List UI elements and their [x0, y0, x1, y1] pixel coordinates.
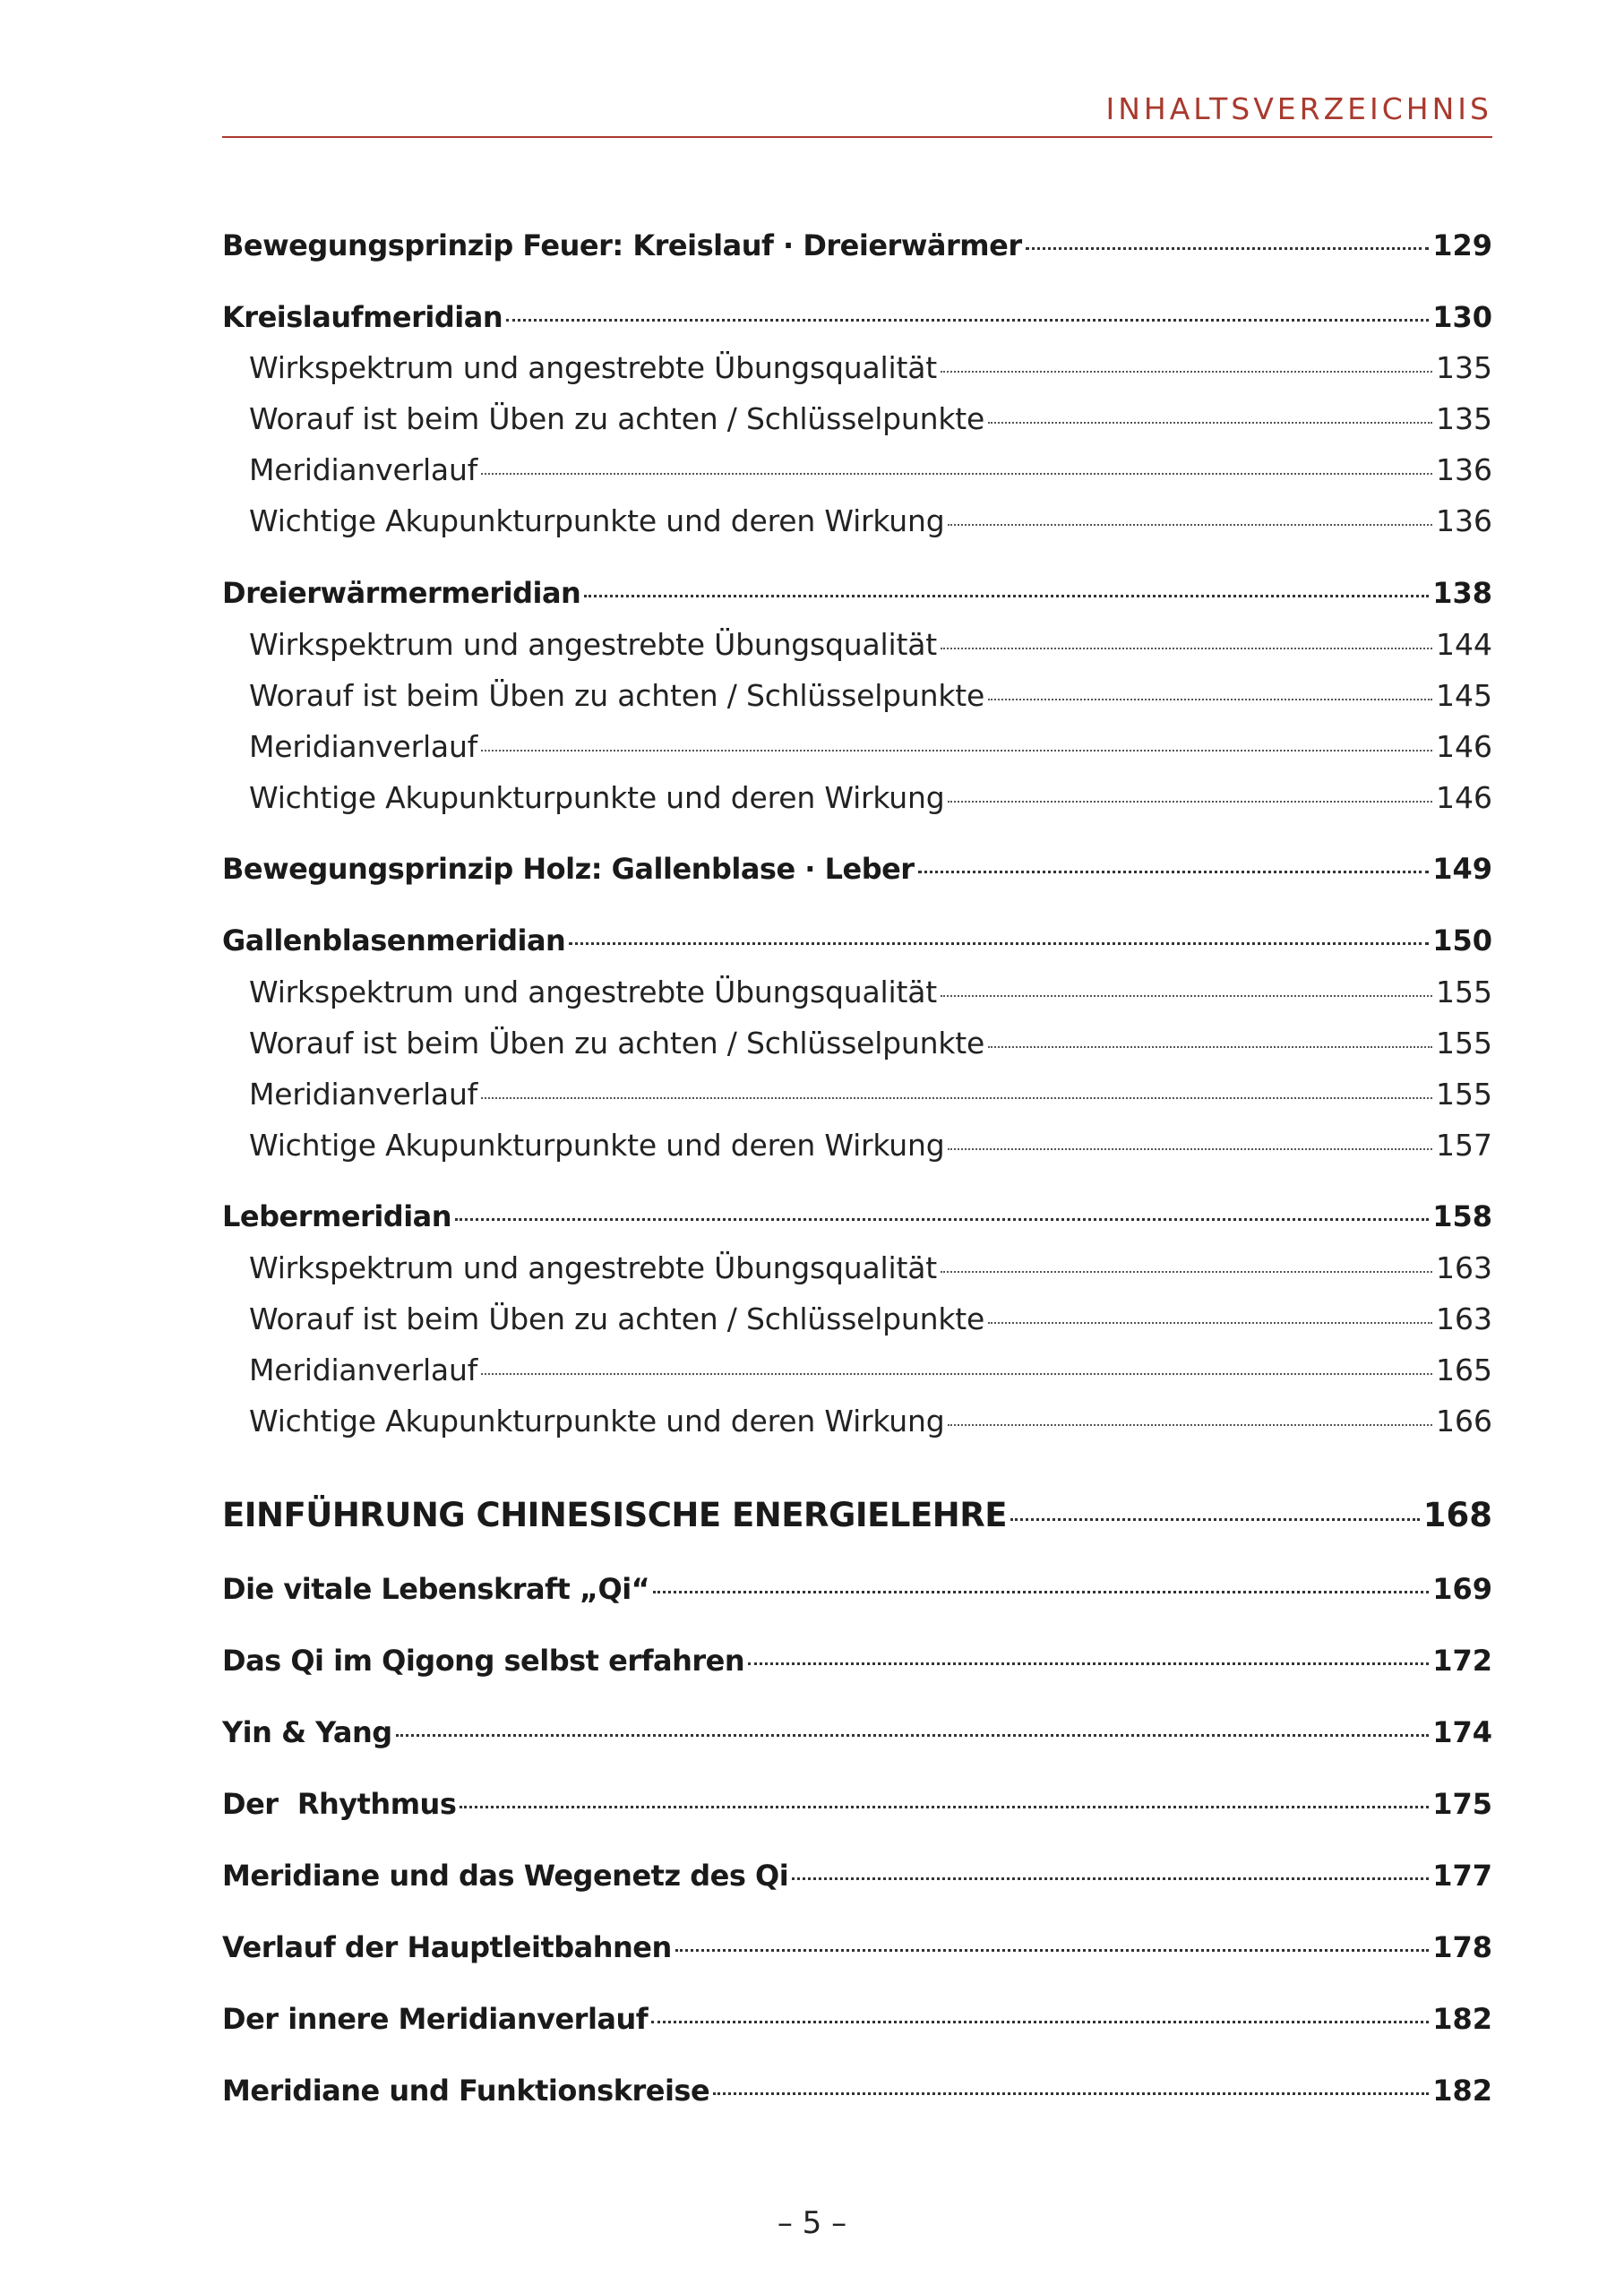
toc-entry-page: 129 [1432, 228, 1492, 262]
dot-leader [675, 1949, 1429, 1952]
running-header-title: INHALTSVERZEICHNIS [1105, 91, 1492, 126]
toc-entry[interactable] [222, 852, 1492, 895]
toc-subentry[interactable] [222, 350, 1492, 393]
toc-subentry-page: 146 [1436, 780, 1492, 815]
toc-subentry-page: 135 [1436, 350, 1492, 385]
dot-leader [481, 1373, 1432, 1375]
toc-entry-title: Bewegungsprinzip Holz: Gallenblase · Leber [222, 852, 915, 886]
dot-leader [481, 750, 1432, 751]
toc-subentry-title: Wichtige Akupunkturpunkte und deren Wirkung [249, 1128, 945, 1163]
toc-entry-title: Verlauf der Hauptleitbahnen [222, 1930, 672, 1964]
toc-subentry-page: 136 [1436, 452, 1492, 487]
toc-subentry[interactable] [222, 1128, 1492, 1171]
toc-subentry[interactable] [222, 678, 1492, 721]
toc-subentry-title: Meridianverlauf [249, 729, 478, 764]
toc-entry-page: 150 [1432, 923, 1492, 958]
toc-subentry-title: Meridianverlauf [249, 452, 478, 487]
dot-leader [988, 699, 1432, 700]
toc-entry-page: 177 [1432, 1859, 1492, 1893]
toc-subentry-title: Meridianverlauf [249, 1077, 478, 1112]
toc-subentry-title: Wirkspektrum und angestrebte Übungsqualität [249, 627, 937, 662]
toc-subentry[interactable] [222, 1026, 1492, 1069]
toc-entry-page: 138 [1432, 576, 1492, 610]
toc-entry-title: Lebermeridian [222, 1199, 452, 1233]
toc-entry-page: 174 [1432, 1715, 1492, 1749]
dot-leader [460, 1806, 1429, 1808]
dot-leader [988, 1046, 1432, 1048]
toc-entry-title: Bewegungsprinzip Feuer: Kreislauf · Dreierwärmer [222, 228, 1022, 262]
toc-subentry-title: Worauf ist beim Üben zu achten / Schlüsselpunkte [249, 1301, 985, 1336]
toc-entry-page: 149 [1432, 852, 1492, 886]
dot-leader [481, 1097, 1432, 1099]
dot-leader [941, 648, 1432, 649]
toc-entry[interactable] [222, 1930, 1492, 1973]
dot-leader [918, 871, 1430, 873]
toc-entry-page: 169 [1432, 1572, 1492, 1606]
dot-leader [569, 942, 1429, 945]
toc-subentry[interactable] [222, 401, 1492, 444]
toc-entry-page: 182 [1432, 2074, 1492, 2108]
dot-leader [988, 422, 1432, 424]
toc-entry-page: 182 [1432, 2002, 1492, 2036]
toc-entry-title: Der innere Meridianverlauf [222, 2002, 649, 2036]
toc-section-title: EINFÜHRUNG CHINESISCHE ENERGIELEHRE [222, 1496, 1008, 1534]
toc-entry-title: Meridiane und Funktionskreise [222, 2074, 710, 2108]
toc-subentry-title: Worauf ist beim Üben zu achten / Schlüsselpunkte [249, 401, 985, 436]
running-header [222, 90, 1492, 138]
toc-subentry-title: Wirkspektrum und angestrebte Übungsqualität [249, 975, 937, 1009]
toc-subentry-page: 146 [1436, 729, 1492, 764]
toc-subentry-page: 155 [1436, 1026, 1492, 1061]
toc-entry-title: Das Qi im Qigong selbst erfahren [222, 1644, 745, 1678]
toc-subentry-page: 145 [1436, 678, 1492, 713]
toc-subentry[interactable] [222, 1077, 1492, 1120]
toc-subentry[interactable] [222, 780, 1492, 823]
toc-subentry-title: Meridianverlauf [249, 1353, 478, 1387]
toc-entry[interactable] [222, 923, 1492, 966]
toc-subentry[interactable] [222, 1404, 1492, 1447]
dot-leader [948, 1148, 1432, 1150]
toc-entry-page: 175 [1432, 1787, 1492, 1821]
dot-leader [941, 371, 1432, 373]
toc-section-page: 168 [1422, 1496, 1492, 1534]
toc-entry-title: Die vitale Lebenskraft „Qi“ [222, 1572, 650, 1606]
toc-section[interactable] [222, 1496, 1492, 1539]
dot-leader [1010, 1518, 1420, 1521]
toc-entry[interactable] [222, 576, 1492, 619]
toc-subentry-title: Wirkspektrum und angestrebte Übungsqualität [249, 1250, 937, 1285]
dot-leader [941, 1271, 1432, 1273]
dot-leader [396, 1734, 1430, 1737]
dot-leader [792, 1877, 1429, 1880]
toc-entry[interactable] [222, 1859, 1492, 1902]
dot-leader [1026, 247, 1430, 250]
toc-entry-title: Meridiane und das Wegenetz des Qi [222, 1859, 789, 1893]
toc-subentry-page: 155 [1436, 1077, 1492, 1112]
toc-subentry-page: 163 [1436, 1250, 1492, 1285]
dot-leader [455, 1218, 1429, 1221]
toc-subentry-page: 157 [1436, 1128, 1492, 1163]
toc-entry-page: 130 [1432, 300, 1492, 334]
dot-leader [948, 801, 1432, 803]
toc-entry[interactable] [222, 1715, 1492, 1758]
toc-entry-title: Gallenblasenmeridian [222, 923, 566, 958]
toc-entry-page: 158 [1432, 1199, 1492, 1233]
toc-entry[interactable] [222, 1199, 1492, 1242]
dot-leader [988, 1322, 1432, 1324]
toc-entry-title: Kreislaufmeridian [222, 300, 503, 334]
toc-entry-title: Yin & Yang [222, 1715, 392, 1749]
toc-entry-page: 178 [1432, 1930, 1492, 1964]
page-number: – 5 – [777, 2205, 847, 2241]
dot-leader [948, 524, 1432, 526]
toc-subentry[interactable] [222, 627, 1492, 670]
toc-subentry-title: Worauf ist beim Üben zu achten / Schlüsselpunkte [249, 678, 985, 713]
toc-subentry[interactable] [222, 452, 1492, 495]
dot-leader [506, 319, 1429, 322]
toc-entry-title: Dreierwärmermeridian [222, 576, 581, 610]
toc-subentry-page: 144 [1436, 627, 1492, 662]
dot-leader [651, 2021, 1429, 2023]
dot-leader [948, 1424, 1432, 1426]
dot-leader [748, 1662, 1429, 1665]
toc-subentry-page: 165 [1436, 1353, 1492, 1387]
toc-subentry-title: Worauf ist beim Üben zu achten / Schlüsselpunkte [249, 1026, 985, 1061]
toc-subentry-title: Wichtige Akupunkturpunkte und deren Wirkung [249, 780, 945, 815]
toc-subentry[interactable] [222, 729, 1492, 772]
toc-subentry-page: 135 [1436, 401, 1492, 436]
toc-subentry-title: Wichtige Akupunkturpunkte und deren Wirkung [249, 503, 945, 538]
toc-subentry-page: 136 [1436, 503, 1492, 538]
dot-leader [713, 2092, 1429, 2095]
toc-entry-page: 172 [1432, 1644, 1492, 1678]
toc-entry[interactable] [222, 1572, 1492, 1615]
dot-leader [653, 1591, 1429, 1593]
toc-subentry-title: Wirkspektrum und angestrebte Übungsqualität [249, 350, 937, 385]
toc-subentry[interactable] [222, 1301, 1492, 1344]
toc-subentry-title: Wichtige Akupunkturpunkte und deren Wirkung [249, 1404, 945, 1438]
dot-leader [941, 995, 1432, 997]
toc-subentry-page: 166 [1436, 1404, 1492, 1438]
toc-entry[interactable] [222, 2002, 1492, 2045]
toc-subentry[interactable] [222, 1250, 1492, 1293]
toc-entry-title: Der Rhythmus [222, 1787, 457, 1821]
toc-subentry[interactable] [222, 975, 1492, 1018]
toc-entry[interactable] [222, 2074, 1492, 2117]
dot-leader [584, 595, 1429, 597]
toc-entry[interactable] [222, 1644, 1492, 1687]
toc-entry[interactable] [222, 228, 1492, 271]
toc-entry[interactable] [222, 300, 1492, 343]
toc-subentry[interactable] [222, 1353, 1492, 1396]
dot-leader [481, 473, 1432, 475]
toc-subentry[interactable] [222, 503, 1492, 546]
toc-subentry-page: 163 [1436, 1301, 1492, 1336]
toc-subentry-page: 155 [1436, 975, 1492, 1009]
toc-entry[interactable] [222, 1787, 1492, 1830]
